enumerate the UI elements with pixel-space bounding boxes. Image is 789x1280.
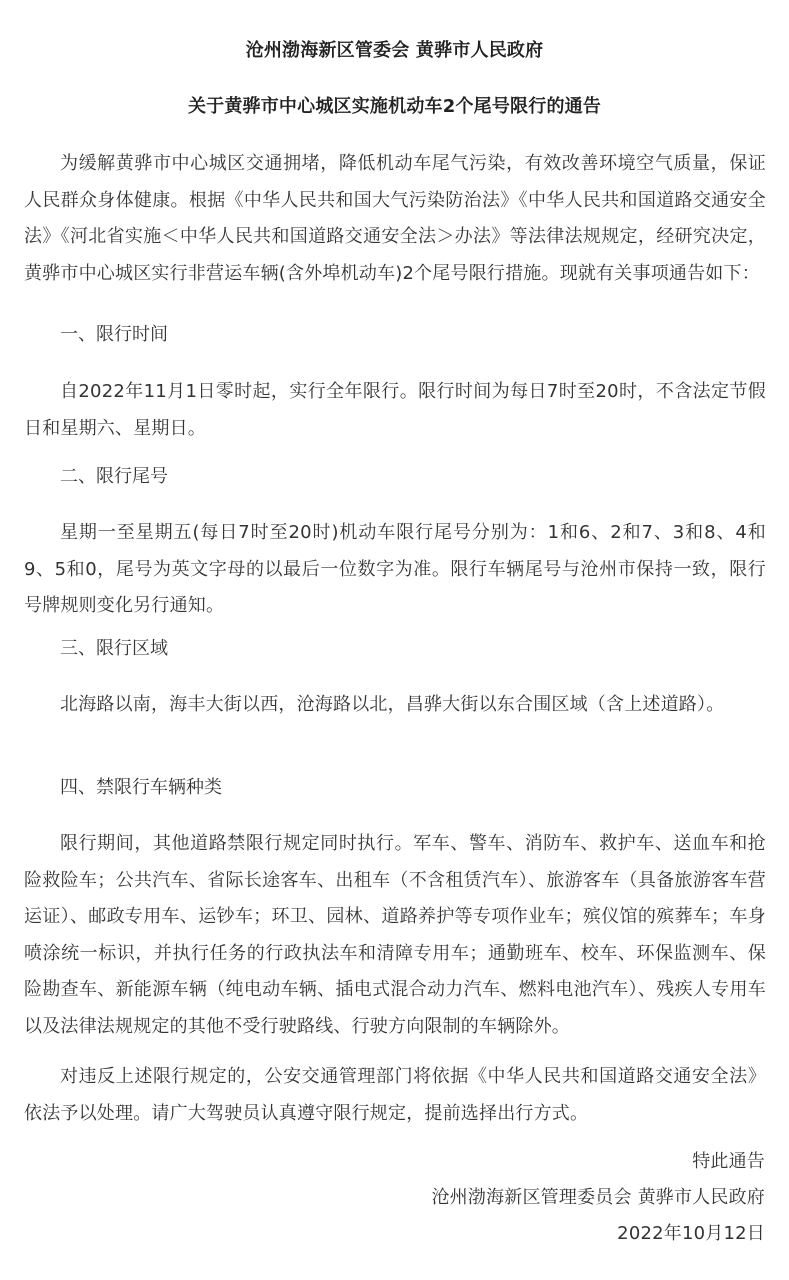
notice-date: 2022年10月12日 xyxy=(617,1223,765,1244)
document-title: 关于黄骅市中心城区实施机动车2个尾号限行的通告 xyxy=(187,96,602,117)
closing-paragraph: 对违反上述限行规定的，公安交通管理部门将依据《中华人民共和国道路交通安全法》依法予以处理。请广大驾驶员认真遵守限行规定，提前选择出行方式。 xyxy=(24,1066,766,1124)
section-heading-area: 三、限行区域 xyxy=(60,638,168,659)
intro-paragraph: 为缓解黄骅市中心城区交通拥堵，降低机动车尾气污染，有效改善环境空气质量，保证人民群众身体健康。根据《中华人民共和国大气污染防治法》《中华人民共和国道路交通安全法》《河北省实施＜中华人民共和国道路交通安全法＞办法》等法律法规规定，经研究决定，黄骅市中心城区实行非营运车辆(含外埠机动车)2个尾号限行措施。现就有关事项通告如下： xyxy=(24,153,766,284)
special-notice: 特此通告 xyxy=(692,1151,765,1172)
section-heading-exempt: 四、禁限行车辆种类 xyxy=(60,777,222,798)
issuers-header: 沧州渤海新区管委会 黄骅市人民政府 xyxy=(245,40,544,61)
section-heading-time: 一、限行时间 xyxy=(60,324,168,345)
section-body-area: 北海路以南，海丰大街以西，沧海路以北，昌骅大街以东合围区域（含上述道路）。 xyxy=(60,694,725,715)
section-body-exempt: 限行期间，其他道路禁限行规定同时执行。军车、警车、消防车、救护车、送血车和抢险救险车；公共汽车、省际长途客车、出租车（不含租赁汽车）、旅游客车（具备旅游客车营运证）、邮政专用车、运钞车；环卫、园林、道路养护等专项作业车；殡仪馆的殡葬车；车身喷涂统一标识，并执行任务的行政执法车和清障专用车；通勤班车、校车、环保监测车、保险勘查车、新能源车辆（纯电动车辆、插电式混合动力汽车、燃料电池汽车）、残疾人专用车以及法律法规规定的其他不受行驶路线、行驶方向限制的车辆除外。 xyxy=(24,833,766,1037)
signature: 沧州渤海新区管理委员会 黄骅市人民政府 xyxy=(431,1187,765,1208)
section-body-plate: 星期一至星期五(每日7时至20时)机动车限行尾号分别为：1和6、2和7、3和8、4和9、5和0，尾号为英文字母的以最后一位数字为准。限行车辆尾号与沧州市保持一致，限行号牌规则变化另行通知。 xyxy=(24,522,766,616)
section-heading-plate: 二、限行尾号 xyxy=(60,466,168,487)
section-body-time: 自2022年11月1日零时起，实行全年限行。限行时间为每日7时至20时，不含法定节假日和星期六、星期日。 xyxy=(24,381,766,439)
